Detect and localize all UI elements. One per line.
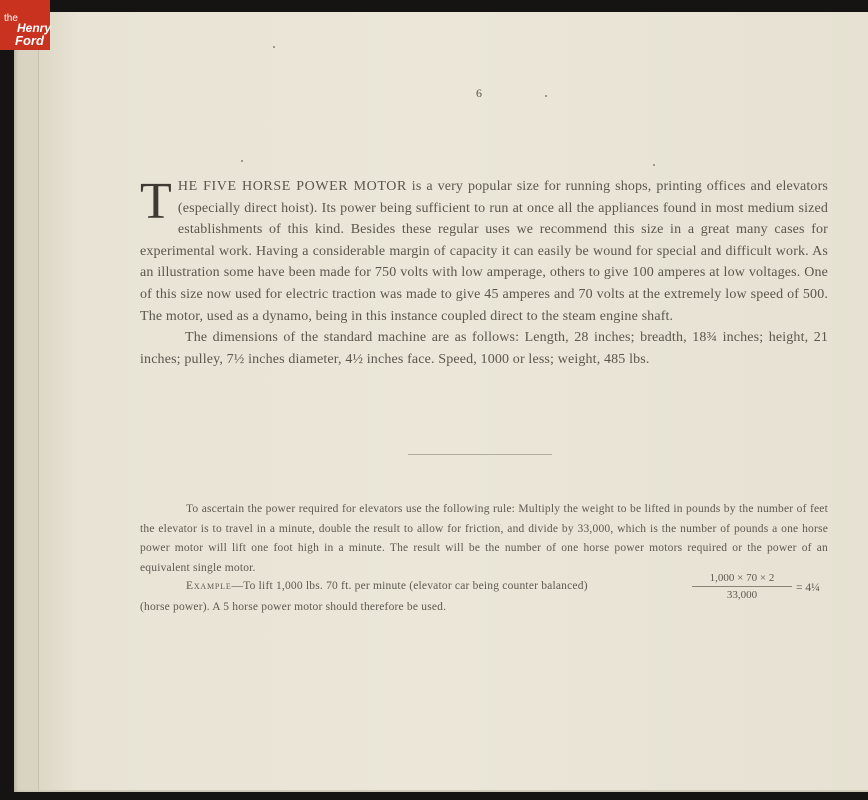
henry-ford-logo [0, 0, 50, 50]
elevator-rule-text: To ascertain the power required for elevators use the following rule: Multiply the weight to be lifted in pounds by the number of feet the elevator is to travel in a minute, double the result to allow for friction, and divide by 33,000, which is the number of pounds a one horse power motor will lift one foot high in a minute. The result will be the number of one horse power motors required or the power of an equivalent single motor. [140, 503, 828, 574]
example-line [186, 580, 588, 592]
logo-henry: Henry [17, 21, 52, 35]
horse-power-conclusion: (horse power). A 5 horse power motor should therefore be used. [140, 601, 447, 613]
logo-the: the [4, 13, 18, 24]
section-divider [408, 454, 552, 455]
body-text [140, 173, 828, 370]
fraction-numerator: 1,000 × 70 × 2 [692, 572, 792, 587]
paragraph-intro-text: is a very popular size for running shops, printing offices and elevators (especially direct hoist). Its power being sufficient to run at once all the appliances found in most medium sized establishments of this kind. Besides these regular uses we recommend this size in a great many cases for experimental work. Having a considerable margin of capacity it can easily be wound for special and difficult work. As an illustration some have been made for 750 volts with low amperage, others to give 100 amperes at low voltages. One of this size now used for electric traction was made to give 45 amperes and 70 volts at the extremely low speed of 500. The motor, used as a dynamo, being in this instance coupled direct to the steam engine shaft. [140, 179, 828, 324]
fraction-result: = 4¼ [796, 582, 820, 594]
paper-speck [273, 46, 275, 48]
paper-speck [653, 164, 655, 166]
paragraph-intro [140, 173, 828, 327]
logo-ford: Ford [15, 33, 44, 48]
paragraph-dimensions: The dimensions of the standard machine are as follows: Length, 28 inches; breadth, 18¾ inches; height, 21 inches; pulley, 7½ inches diameter, 4½ inches face. Speed, 1000 or less; weight, 485 lbs. [140, 330, 828, 367]
example-text: —To lift 1,000 lbs. 70 ft. per minute (elevator car being counter balanced) [231, 580, 588, 592]
fraction-denominator: 33,000 [726, 589, 758, 601]
paper-speck [545, 95, 547, 97]
page-number: 6 [476, 86, 482, 100]
lead-heading: HE FIVE HORSE POWER MOTOR [177, 179, 407, 194]
catalog-page [38, 12, 868, 790]
elevator-rule-note [140, 500, 828, 578]
example-label: Example [186, 580, 232, 592]
example-fraction [692, 572, 792, 601]
drop-cap: T [140, 173, 172, 230]
paper-speck [241, 160, 243, 162]
